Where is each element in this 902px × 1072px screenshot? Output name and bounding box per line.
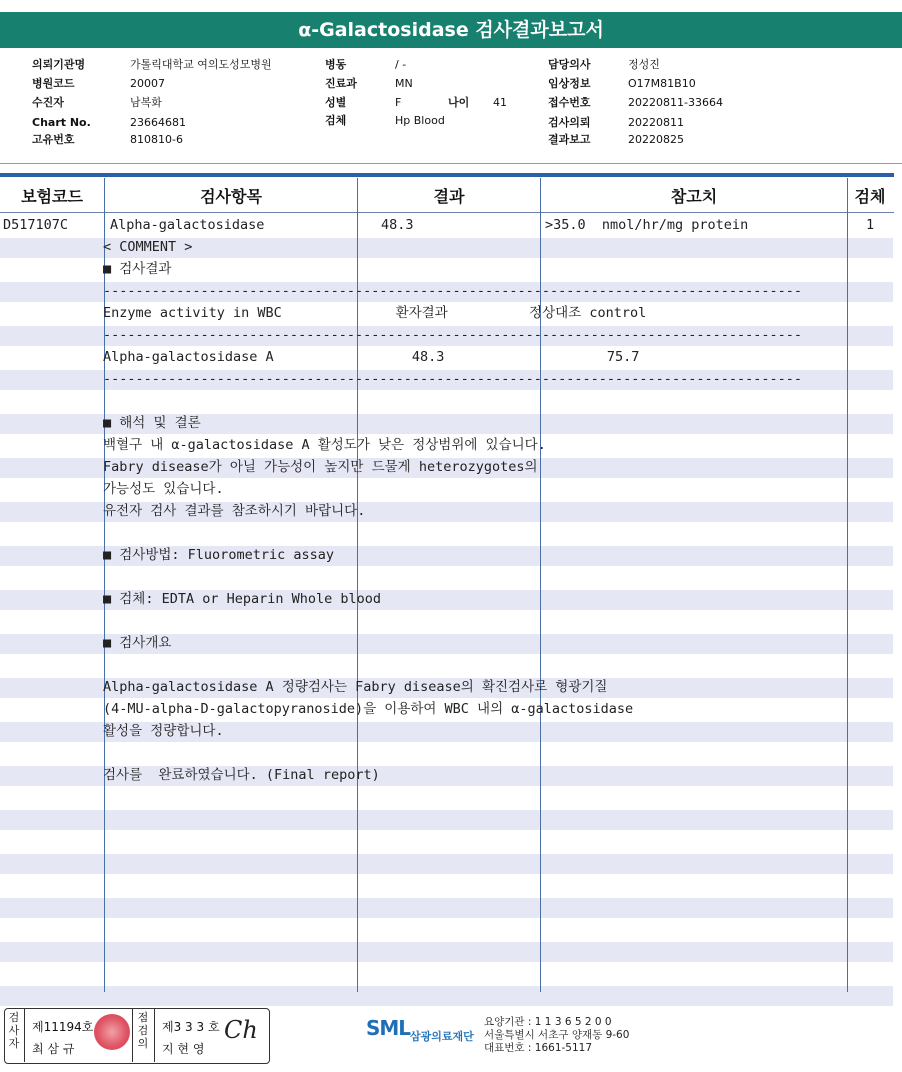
confirmer-label: 점검의	[137, 1011, 149, 1050]
label-department: 진료과	[325, 77, 357, 90]
label-request-date: 검사의뢰	[548, 116, 591, 129]
examiner-license-no: 제11194호	[32, 1020, 94, 1034]
label-doctor: 담당의사	[548, 58, 591, 71]
value-ward: / -	[395, 58, 407, 71]
confirmer-name: 지 현 영	[162, 1042, 205, 1056]
sml-logo: SML	[366, 1016, 411, 1040]
examiner-label: 검사자	[8, 1011, 20, 1050]
footer-divider	[154, 1009, 155, 1062]
comment-line: 백혈구 내 α-galactosidase A 활성도가 낮은 정상범위에 있습니다.	[103, 437, 546, 453]
row-insurance-code: D517107C	[3, 217, 69, 233]
value-receipt-no: 20220811-33664	[628, 96, 723, 109]
value-doctor: 정성진	[628, 58, 660, 71]
row-stripe	[0, 898, 893, 918]
comment-line: --------------------------------------------------------------------------------------	[103, 371, 802, 387]
comment-line: ■ 검사방법: Fluorometric assay	[103, 547, 334, 563]
row-result: 48.3	[381, 217, 414, 233]
comment-line: --------------------------------------------------------------------------------------	[103, 327, 802, 343]
comment-line: Alpha-galactosidase A 48.3 75.7	[103, 349, 640, 365]
org-address: 서울특별시 서초구 양재동 9-60	[484, 1029, 630, 1041]
header-specimen: 검체	[854, 187, 886, 206]
comment-line: --------------------------------------------------------------------------------------	[103, 283, 802, 299]
label-unique-no: 고유번호	[32, 133, 75, 146]
row-reference: >35.0 nmol/hr/mg protein	[545, 217, 749, 233]
comment-line: ■ 검체: EDTA or Heparin Whole blood	[103, 591, 382, 607]
confirmer-license-no: 제3 3 3 호	[162, 1020, 220, 1034]
comment-line: 가능성도 있습니다.	[103, 481, 224, 497]
comment-line: ■ 해석 및 결론	[103, 415, 201, 431]
column-divider	[847, 178, 848, 992]
value-sex: F	[395, 96, 402, 109]
label-patient-name: 수진자	[32, 96, 64, 109]
org-name: 삼광의료재단	[410, 1030, 474, 1043]
header-result: 결과	[433, 187, 465, 206]
org-code: 요양기관 : 1 1 3 6 5 2 0 0	[484, 1016, 612, 1028]
label-specimen: 검체	[325, 114, 347, 127]
value-department: MN	[395, 77, 413, 90]
row-stripe	[0, 854, 893, 874]
signature: Ch	[224, 1016, 258, 1044]
org-phone: 대표번호 : 1661-5117	[484, 1042, 593, 1054]
comment-line: ■ 검사개요	[103, 635, 172, 651]
label-receipt-no: 접수번호	[548, 96, 591, 109]
value-request-date: 20220811	[628, 116, 684, 129]
label-chart-no: Chart No.	[32, 116, 91, 129]
comment-line: 유전자 검사 결과를 참조하시기 바랍니다.	[103, 503, 366, 519]
header-test-item: 검사항목	[200, 187, 262, 206]
value-report-date: 20220825	[628, 133, 684, 146]
label-requesting-institution: 의뢰기관명	[32, 58, 86, 71]
info-divider	[0, 163, 902, 164]
examiner-name: 최 삼 규	[32, 1042, 75, 1056]
row-test-item: Alpha-galactosidase	[110, 217, 265, 233]
seal-stamp-icon	[94, 1014, 130, 1050]
header-bottom-rule	[0, 212, 894, 213]
row-stripe	[0, 942, 893, 962]
value-specimen: Hp Blood	[395, 114, 445, 127]
label-sex: 성별	[325, 96, 347, 109]
report-title: α-Galactosidase 검사결과보고서	[0, 12, 902, 48]
label-report-date: 결과보고	[548, 133, 591, 146]
row-specimen: 1	[866, 217, 875, 233]
value-hospital-code: 20007	[130, 77, 165, 90]
label-clinical-info: 임상정보	[548, 77, 591, 90]
table-top-rule	[0, 173, 894, 177]
footer-divider	[132, 1009, 133, 1062]
value-unique-no: 810810-6	[130, 133, 183, 146]
value-patient-name: 남복화	[130, 96, 162, 109]
comment-line: Enzyme activity in WBC 환자결과 정상대조 control	[103, 305, 647, 321]
label-age: 나이	[448, 96, 470, 109]
org-contact	[484, 1016, 629, 1055]
comment-line: Fabry disease가 아닐 가능성이 높지만 드물게 heterozygotes의	[103, 459, 538, 475]
header-insurance-code: 보험코드	[21, 187, 83, 206]
comment-line: Alpha-galactosidase A 정량검사는 Fabry disease의 확진검사로 형광기질	[103, 679, 608, 695]
row-stripe	[0, 986, 893, 1006]
comment-line: < COMMENT >	[103, 239, 193, 255]
comment-line: (4-MU-alpha-D-galactopyranoside)을 이용하여 WBC 내의 α-galactosidase	[103, 701, 634, 717]
header-reference: 참고치	[670, 187, 718, 206]
value-clinical-info: O17M81B10	[628, 77, 696, 90]
value-chart-no: 23664681	[130, 116, 186, 129]
label-hospital-code: 병원코드	[32, 77, 75, 90]
comment-line: 검사를 완료하였습니다. (Final report)	[103, 767, 380, 783]
value-requesting-institution: 가톨릭대학교 여의도성모병원	[130, 58, 272, 71]
label-ward: 병동	[325, 58, 347, 71]
value-age: 41	[493, 96, 507, 109]
comment-line: 활성을 정량합니다.	[103, 723, 224, 739]
footer-divider	[24, 1009, 25, 1062]
row-stripe	[0, 810, 893, 830]
comment-line: ■ 검사결과	[103, 261, 172, 277]
